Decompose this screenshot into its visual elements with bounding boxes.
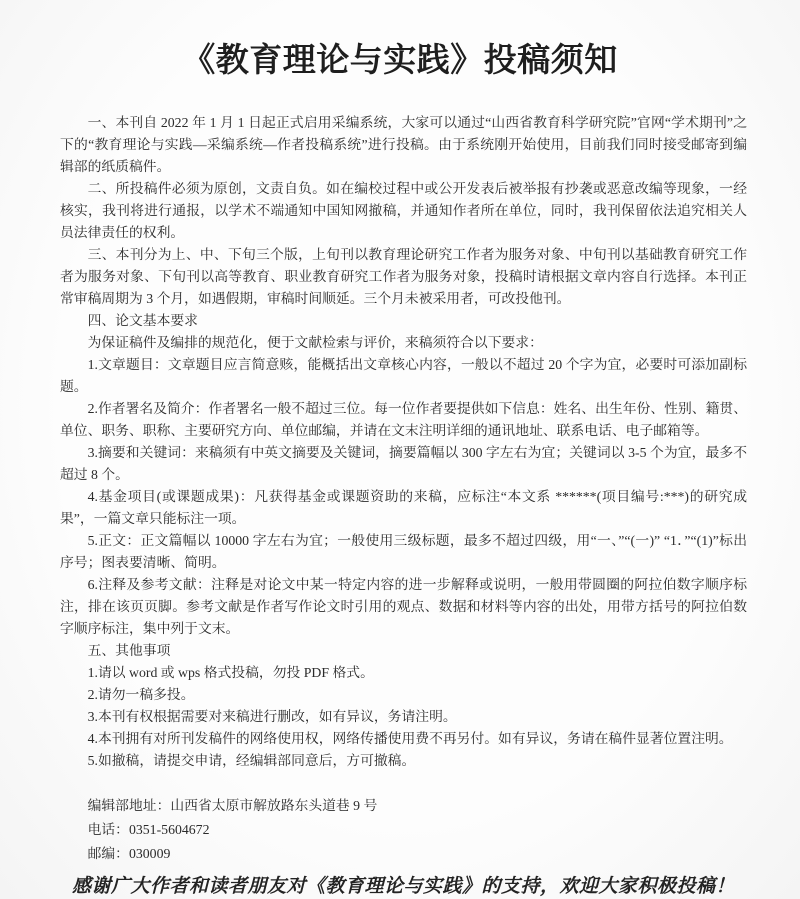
notice-paragraph-requirements-intro: 为保证稿件及编排的规范化，便于文献检索与评价，来稿须符合以下要求： bbox=[87, 335, 543, 350]
notice-other-item-4: 4.本刊拥有对所刊发稿件的网络使用权，网络传播使用费不再另付。如有异议，务请在稿件显著位置注明。 bbox=[87, 731, 733, 746]
notice-other-item-5: 5.如撤稿，请提交申请，经编辑部同意后，方可撤稿。 bbox=[87, 753, 416, 768]
notice-requirement-item-6: 6.注释及参考文献：注释是对论文中某一特定内容的进一步解释或说明，一般用带圆圈的阿拉伯数字顺序标注，排在该页页脚。参考文献是作者写作论文时引用的观点、数据和材料等内容的出处，用带方括号的阿拉伯数字顺序标注，集中列于文末。 bbox=[60, 577, 747, 636]
notice-section-heading-4: 四、论文基本要求 bbox=[87, 313, 198, 328]
notice-paragraph-2: 二、所投稿件必须为原创，文责自负。如在编校过程中或公开发表后被举报有抄袭或恶意改编等现象，一经核实，我刊将进行通报，以学术不端通知中国知网撤稿，并通知作者所在单位，同时，我刊保留依法追究相关人员法律责任的权利。 bbox=[60, 181, 747, 240]
notice-other-item-1: 1.请以 word 或 wps 格式投稿，勿投 PDF 格式。 bbox=[87, 665, 374, 680]
notice-requirement-item-4: 4.基金项目(或课题成果)：凡获得基金或课题资助的来稿，应标注“本文系 ******(项目编号:***)的研究成果”，一篇文章只能标注一项。 bbox=[60, 489, 747, 526]
notice-paragraph-1: 一、本刊自 2022 年 1 月 1 日起正式启用采编系统，大家可以通过“山西省教育科学研究院”官网“学术期刊”之下的“教育理论与实践—采编系统—作者投稿系统”进行投稿。由于系统刚开始使用，目前我们同时接受邮寄到编辑部的纸质稿件。 bbox=[60, 115, 747, 174]
notice-requirement-item-2: 2.作者署名及简介：作者署名一般不超过三位。每一位作者要提供如下信息：姓名、出生年份、性别、籍贯、单位、职务、职称、主要研究方向、单位邮编，并请在文末注明详细的通讯地址、联系电话、电子邮箱等。 bbox=[60, 401, 747, 438]
notice-body bbox=[60, 112, 747, 772]
footer-thanks: 感谢广大作者和读者朋友对《教育理论与实践》的支持，欢迎大家积极投稿！ bbox=[71, 876, 735, 897]
notice-requirement-item-1: 1.文章题目：文章题目应言简意赅，能概括出文章核心内容，一般以不超过 20 个字为宜，必要时可添加副标题。 bbox=[60, 357, 747, 394]
notice-paragraph-3: 三、本刊分为上、中、下旬三个版，上旬刊以教育理论研究工作者为服务对象、中旬刊以基础教育研究工作者为服务对象、下旬刊以高等教育、职业教育研究工作者为服务对象，投稿时请根据文章内容自行选择。本刊正常审稿周期为 3 个月，如遇假期，审稿时间顺延。三个月未被采用者，可改投他刊。 bbox=[60, 247, 747, 306]
notice-other-item-2: 2.请勿一稿多投。 bbox=[87, 687, 195, 702]
notice-requirement-item-5: 5.正文：正文篇幅以 10000 字左右为宜；一般使用三级标题，最多不超过四级，用“一、”“(一)” “1．”“(1)”标出序号；图表要清晰、简明。 bbox=[60, 533, 747, 570]
notice-section-heading-5: 五、其他事项 bbox=[87, 643, 171, 658]
contact-block bbox=[60, 794, 747, 866]
page-title: 《教育理论与实践》投稿须知 bbox=[182, 41, 618, 78]
contact-postal-code: 邮编：030009 bbox=[87, 846, 171, 861]
notice-other-item-3: 3.本刊有权根据需要对来稿进行删改，如有异议，务请注明。 bbox=[87, 709, 457, 724]
contact-phone: 电话：0351-5604672 bbox=[87, 822, 210, 837]
contact-address: 编辑部地址：山西省太原市解放路东头道巷 9 号 bbox=[87, 798, 378, 813]
notice-requirement-item-3: 3.摘要和关键词：来稿须有中英文摘要及关键词，摘要篇幅以 300 字左右为宜；关键词以 3-5 个为宜，最多不超过 8 个。 bbox=[60, 445, 747, 482]
